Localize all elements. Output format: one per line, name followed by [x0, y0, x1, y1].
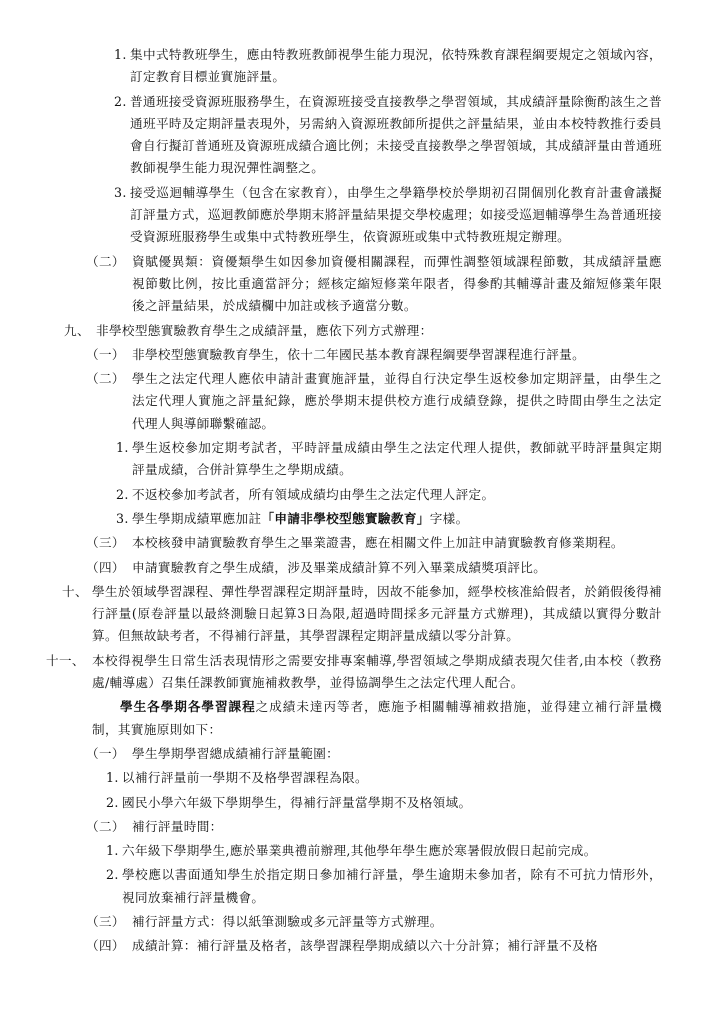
- section-text: 學生於領域學習課程、彈性學習課程定期評量時，因故不能參加，經學校核准給假者，於銷假後得補行評量(原卷評量以最終測驗日起算3日為限,超過時間採多元評量方式辦理)，其成績以實得分數計算。但無故缺考者，不得補行評量，其學習課程定期評量成績以零分計算。: [92, 583, 662, 644]
- subsection-item: [86, 935, 662, 957]
- subsection-text: 非學校型態實驗教育學生，依十二年國民基本教育課程綱要學習課程進行評量。: [132, 346, 586, 362]
- item-text: 以補行評量前一學期不及格學習課程為限。: [122, 770, 368, 786]
- subsection-text: 補行評量時間：: [132, 818, 223, 834]
- subsection-text: 本校核發申請實驗教育學生之畢業證書，應在相關文件上加註申請實驗教育修業期程。: [132, 535, 624, 551]
- subsection-marker: （四）: [86, 559, 125, 575]
- section-text: 非學校型態實驗教育學生之成績評量，應依下列方式辦理：: [96, 322, 433, 338]
- list-item-1: [114, 44, 662, 89]
- subsection-marker: （三）: [86, 913, 125, 929]
- item-text: 集中式特教班學生，應由特教班教師視學生能力現況，依特殊教育課程綱要規定之領域內容，訂定教育目標並實施評量。: [130, 47, 662, 85]
- section-marker: 九、: [64, 322, 90, 338]
- item-marker: 2.: [116, 486, 129, 502]
- item-text: 國民小學六年級下學期學生，得補行評量當學期不及格領域。: [122, 794, 472, 810]
- item-text: 接受巡迴輔導學生（包含在家教育），由學生之學籍學校於學期初召開個別化教育計畫會議擬訂評量方式，巡迴教師應於學期末將評量結果提交學校處理；如接受巡迴輔導學生為普通班接受資源班服務學生或集中式特教班學生，依資源班或集中式特教班規定辦理。: [130, 184, 662, 245]
- subsection-item: [86, 344, 662, 366]
- bold-phrase: 學生各學期各學習課程: [120, 699, 256, 715]
- item-marker: 2.: [114, 93, 127, 109]
- section-marker: 十、: [62, 583, 88, 599]
- list-item: [106, 864, 662, 909]
- item-text: 學校應以書面通知學生於指定期日參加補行評量，學生逾期未參加者，除有不可抗力情形外，視同放棄補行評量機會。: [122, 867, 662, 905]
- subsection-marker: （四）: [86, 938, 125, 954]
- subsection-text: 學生之法定代理人應依申請計畫實施評量，並得自行決定學生返校參加定期評量，由學生之法定代理人實施之評量紀錄，應於學期末提供校方進行成績登錄，提供之時間由學生之法定代理人與導師聯繫確認。: [132, 371, 662, 431]
- item-marker: 3.: [114, 184, 127, 200]
- subsection-gifted: [86, 251, 662, 318]
- subsection-marker: （二）: [86, 253, 125, 269]
- item-marker: 1.: [106, 843, 119, 859]
- list-item: [116, 484, 662, 506]
- section-eleven: [46, 650, 662, 695]
- subsection-text: 成績計算：補行評量及格者，該學習課程學期成績以六十分計算；補行評量不及格: [132, 938, 598, 954]
- subsection-text: 補行評量方式：得以紙筆測驗或多元評量等方式辦理。: [132, 913, 443, 929]
- item-text: 學生返校參加定期考試者，平時評量成績由學生之法定代理人提供，教師就平時評量與定期評量成績，合併計算學生之學期成績。: [132, 440, 662, 478]
- section-text: 本校得視學生日常生活表現情形之需要安排專案輔導,學習領域之學期成績表現欠佳者,由本校（教務處/輔導處）召集任課教師實施補救教學，並得協調學生之法定代理人配合。: [92, 652, 662, 691]
- subsection-text: 資賦優異類：資優類學生如因參加資優相關課程，而彈性調整領域課程節數，其成績評量應視節數比例，按比重適當評分；經核定縮短修業年限者，得參酌其輔導計畫及縮短修業年限後之評量結果，於成績欄中加註或核予適當分數。: [132, 253, 662, 314]
- subsection-item: [86, 368, 662, 435]
- item-marker: 3.: [116, 510, 129, 526]
- subsection-marker: （二）: [86, 371, 125, 387]
- section-ten: [62, 581, 662, 648]
- document-page: [0, 44, 724, 958]
- subsection-marker: （三）: [86, 535, 125, 551]
- item-text: [132, 508, 662, 530]
- section-nine: [64, 320, 662, 342]
- subsection-marker: （一）: [86, 346, 125, 362]
- section-marker: 十一、: [46, 652, 85, 668]
- item-marker: 2.: [106, 867, 119, 883]
- text-after: 之成績未達丙等者，應施予相關輔導補救措施，並得建立補行評量機制，其實施原則如下：: [92, 699, 663, 737]
- list-item-3: [114, 182, 662, 249]
- item-text: 六年級下學期學生,應於畢業典禮前辦理,其他學年學生應於寒暑假放假日起前完成。: [122, 843, 597, 859]
- text-before: 學生學期成績單應加註: [132, 510, 262, 526]
- paragraph-text: [92, 696, 662, 741]
- list-item: [116, 437, 662, 482]
- item-marker: 1.: [106, 770, 119, 786]
- item-marker: 1.: [116, 440, 129, 456]
- subsection-item: [86, 557, 662, 579]
- text-after: 字樣。: [429, 510, 469, 526]
- paragraph: [92, 696, 662, 741]
- subsection-item: [86, 911, 662, 933]
- list-item: [116, 508, 662, 530]
- item-text: 普通班接受資源班服務學生，在資源班接受直接教學之學習領域，其成績評量除衡酌該生之普通班平時及定期評量表現外，另需納入資源班教師所提供之評量結果，並由本校特教推行委員會自行擬訂普通班及資源班成績合適比例；未接受直接教學之學習領域，其成績評量由普通班教師視學生能力現況彈性調整之。: [130, 93, 662, 176]
- item-marker: 2.: [106, 794, 119, 810]
- list-item: [106, 767, 662, 789]
- item-marker: 1.: [114, 47, 127, 62]
- subsection-item: [86, 743, 662, 765]
- bold-phrase: 「申請非學校型態實驗教育」: [261, 510, 430, 526]
- subsection-item: [86, 816, 662, 838]
- subsection-text: 申請實驗教育之學生成績，涉及畢業成績計算不列入畢業成績獎項評比。: [132, 559, 547, 575]
- subsection-marker: （一）: [86, 745, 125, 761]
- list-item-2: [114, 91, 662, 180]
- item-text: 不返校參加考試者，所有領域成績均由學生之法定代理人評定。: [132, 486, 495, 502]
- subsection-marker: （二）: [86, 818, 125, 834]
- list-item: [106, 840, 662, 862]
- subsection-text: 學生學期學習總成績補行評量範圍：: [132, 745, 340, 761]
- subsection-item: [86, 532, 662, 554]
- list-item: [106, 792, 662, 814]
